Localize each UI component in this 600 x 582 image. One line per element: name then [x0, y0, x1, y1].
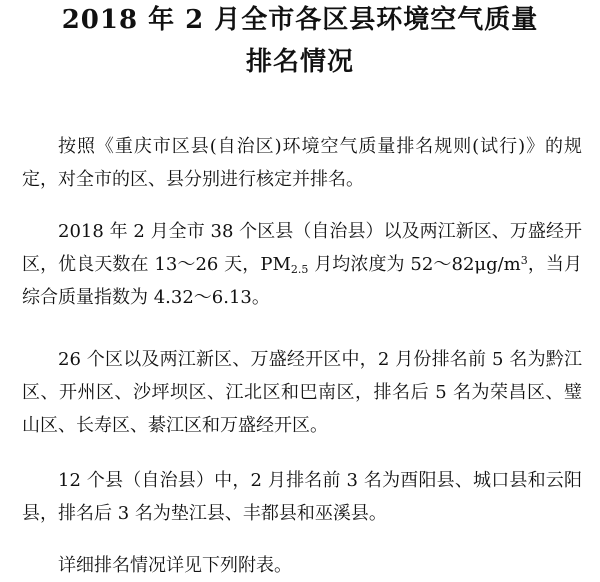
- paragraph-overall-summary: [22, 215, 582, 314]
- paragraph-appendix-note: 详细排名情况详见下列附表。: [58, 555, 292, 576]
- pm-label: PM: [260, 254, 291, 275]
- paragraph-district-ranking: 26 个区以及两江新区、万盛经开区中，2 月份排名前 5 名为黔江区、开州区、沙坪坝区、江北区和巴南区，排名后 5 名为荣昌区、璧山区、长寿区、綦江区和万盛经开区。: [22, 349, 582, 436]
- document-title-line-2: 排名情况: [245, 47, 354, 77]
- summary-text-start: 2018 年 2 月全市 38 个区县（自治县）以及两江新区、万盛经开区，优良天数在 13～26 天，: [22, 221, 582, 275]
- paragraph-county-ranking: 12 个县（自治县）中，2 月排名前 3 名为酉阳县、城口县和云阳县，排名后 3 名为垫江县、丰都县和巫溪县。: [22, 470, 582, 524]
- summary-text-concentration: 月均浓度为 52～82μg/m: [308, 254, 521, 275]
- summary-text-end: ，当月综合质量指数为 4.32～6.13。: [22, 254, 582, 308]
- pm-subscript: 2.5: [290, 263, 309, 276]
- document-title-line-1: 2018 年 2 月全市各区县环境空气质量: [61, 5, 539, 35]
- paragraph-ranking-basis: 按照《重庆市区县(自治区)环境空气质量排名规则(试行)》的规定，对全市的区、县分别进行核定并排名。: [22, 136, 582, 190]
- unit-superscript: 3: [520, 254, 528, 267]
